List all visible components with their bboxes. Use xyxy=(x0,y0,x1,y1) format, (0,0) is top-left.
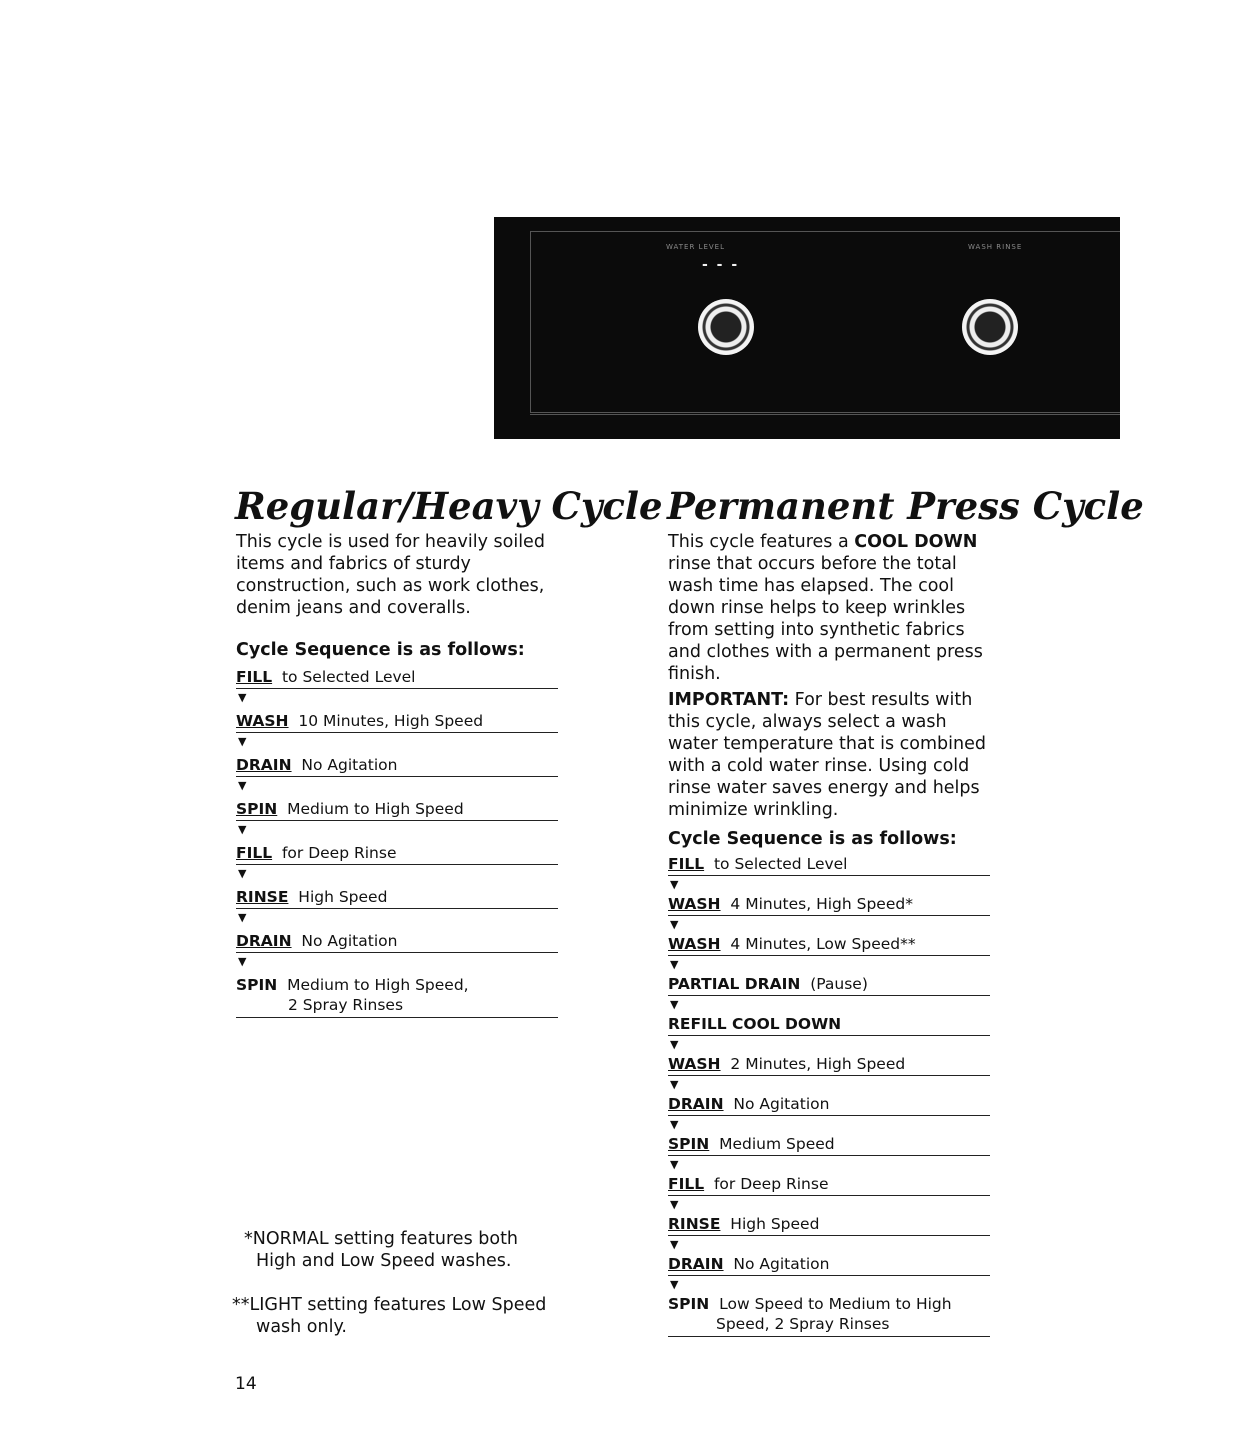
right-sequence-list xyxy=(668,854,990,1344)
right-step-1 xyxy=(668,854,990,894)
important-paragraph xyxy=(668,689,998,821)
down-arrow-icon: ▼ xyxy=(670,1078,679,1091)
step-rule xyxy=(236,776,558,777)
light-note-line2: wash only. xyxy=(256,1317,347,1337)
step-rule xyxy=(668,875,990,876)
step-keyword: DRAIN xyxy=(236,932,292,950)
important-text: For best results with this cycle, always select a wash water temperature that is combined with a cold water rinse. Using cold rinse water saves energy and helps minimize wrinkling. xyxy=(668,690,986,820)
right-sequence-heading: Cycle Sequence is as follows: xyxy=(668,829,957,849)
water-level-label: WATER LEVEL xyxy=(666,243,726,251)
step-keyword: REFILL COOL DOWN xyxy=(668,1015,842,1033)
normal-note-line1: *NORMAL setting features both xyxy=(244,1229,519,1249)
step-keyword: FILL xyxy=(668,855,705,873)
left-step-2 xyxy=(236,711,558,755)
down-arrow-icon: ▼ xyxy=(670,1238,679,1251)
down-arrow-icon: ▼ xyxy=(670,958,679,971)
down-arrow-icon: ▼ xyxy=(670,1278,679,1291)
intro-text: This cycle features a xyxy=(668,532,855,552)
down-arrow-icon: ▼ xyxy=(238,779,247,792)
step-detail: for Deep Rinse xyxy=(281,844,397,862)
down-arrow-icon: ▼ xyxy=(670,1198,679,1211)
normal-setting-note xyxy=(244,1228,518,1272)
step-rule xyxy=(236,864,558,865)
step-detail: for Deep Rinse xyxy=(713,1175,829,1193)
right-step-2 xyxy=(668,894,990,934)
step-keyword: RINSE xyxy=(236,888,289,906)
step-rule xyxy=(236,820,558,821)
panel-divider xyxy=(530,414,1120,415)
step-keyword: WASH xyxy=(668,895,721,913)
left-sequence-list xyxy=(236,667,558,1025)
permanent-press-intro xyxy=(668,531,998,685)
left-step-7 xyxy=(236,931,558,975)
right-step-3 xyxy=(668,934,990,974)
light-setting-note xyxy=(232,1294,546,1338)
step-rule xyxy=(668,1275,990,1276)
step-detail: Medium to High Speed, xyxy=(287,976,469,994)
down-arrow-icon: ▼ xyxy=(238,735,247,748)
down-arrow-icon: ▼ xyxy=(670,918,679,931)
down-arrow-icon: ▼ xyxy=(670,1158,679,1171)
step-rule xyxy=(668,1155,990,1156)
step-rule xyxy=(668,1115,990,1116)
right-step-8 xyxy=(668,1134,990,1174)
left-step-5 xyxy=(236,843,558,887)
step-keyword: SPIN xyxy=(236,976,278,994)
step-rule xyxy=(668,915,990,916)
left-step-1 xyxy=(236,667,558,711)
step-detail: No Agitation xyxy=(733,1255,830,1273)
step-detail: 10 Minutes, High Speed xyxy=(298,712,484,730)
down-arrow-icon: ▼ xyxy=(238,867,247,880)
permanent-press-title: Permanent Press Cycle xyxy=(667,484,1144,528)
step-rule xyxy=(668,1336,990,1337)
down-arrow-icon: ▼ xyxy=(238,955,247,968)
down-arrow-icon: ▼ xyxy=(670,1038,679,1051)
step-keyword: SPIN xyxy=(668,1135,710,1153)
step-detail: 4 Minutes, High Speed* xyxy=(730,895,913,913)
step-detail: No Agitation xyxy=(733,1095,830,1113)
panel-frame xyxy=(530,231,1120,413)
light-note-line1: **LIGHT setting features Low Speed xyxy=(232,1295,547,1315)
right-step-6 xyxy=(668,1054,990,1094)
down-arrow-icon: ▼ xyxy=(238,911,247,924)
step-detail: 2 Minutes, High Speed xyxy=(730,1055,906,1073)
water-level-dashes: - - - xyxy=(702,257,740,273)
step-rule xyxy=(236,688,558,689)
left-sequence-heading: Cycle Sequence is as follows: xyxy=(236,640,525,660)
step-rule xyxy=(236,952,558,953)
step-rule xyxy=(668,1235,990,1236)
step-keyword: PARTIAL DRAIN xyxy=(668,975,801,993)
left-step-4 xyxy=(236,799,558,843)
step-detail: Medium to High Speed xyxy=(287,800,464,818)
right-step-12 xyxy=(668,1294,990,1344)
step-keyword: WASH xyxy=(668,935,721,953)
control-panel-image xyxy=(494,217,1120,439)
step-detail: No Agitation xyxy=(301,932,398,950)
down-arrow-icon: ▼ xyxy=(238,691,247,704)
step-keyword: SPIN xyxy=(668,1295,710,1313)
cool-down-emphasis: COOL DOWN xyxy=(854,532,978,552)
step-rule xyxy=(668,1035,990,1036)
right-step-11 xyxy=(668,1254,990,1294)
right-step-4 xyxy=(668,974,990,1014)
step-keyword: DRAIN xyxy=(668,1255,724,1273)
water-level-knob[interactable] xyxy=(698,299,754,355)
step-detail: to Selected Level xyxy=(281,668,416,686)
step-rule xyxy=(668,1075,990,1076)
right-step-5 xyxy=(668,1014,990,1054)
step-detail-line2: Speed, 2 Spray Rinses xyxy=(716,1315,890,1333)
regular-heavy-title: Regular/Heavy Cycle xyxy=(235,484,663,528)
step-keyword: DRAIN xyxy=(668,1095,724,1113)
regular-heavy-intro: This cycle is used for heavily soiled items and fabrics of sturdy construction, such as work clothes, denim jeans and coveralls. xyxy=(236,532,545,618)
right-step-10 xyxy=(668,1214,990,1254)
step-detail: High Speed xyxy=(298,888,388,906)
wash-rinse-knob[interactable] xyxy=(962,299,1018,355)
step-detail: 4 Minutes, Low Speed** xyxy=(730,935,916,953)
step-detail: to Selected Level xyxy=(713,855,848,873)
important-label: IMPORTANT: xyxy=(668,690,790,710)
step-detail-line2: 2 Spray Rinses xyxy=(288,996,404,1014)
step-detail: No Agitation xyxy=(301,756,398,774)
step-detail: Medium Speed xyxy=(719,1135,835,1153)
normal-note-line2: High and Low Speed washes. xyxy=(256,1251,512,1271)
page-number: 14 xyxy=(235,1374,257,1394)
step-rule xyxy=(668,995,990,996)
step-detail: Low Speed to Medium to High xyxy=(719,1295,952,1313)
step-keyword: WASH xyxy=(668,1055,721,1073)
step-rule xyxy=(668,1195,990,1196)
step-keyword: RINSE xyxy=(668,1215,721,1233)
right-step-7 xyxy=(668,1094,990,1134)
step-rule xyxy=(236,1017,558,1018)
step-keyword: WASH xyxy=(236,712,289,730)
step-keyword: SPIN xyxy=(236,800,278,818)
down-arrow-icon: ▼ xyxy=(670,878,679,891)
left-step-6 xyxy=(236,887,558,931)
step-rule xyxy=(668,955,990,956)
wash-rinse-label: WASH RINSE xyxy=(968,243,1023,251)
step-detail: (Pause) xyxy=(810,975,868,993)
step-detail: High Speed xyxy=(730,1215,820,1233)
left-step-8 xyxy=(236,975,558,1025)
intro-text-continued: rinse that occurs before the total wash time has elapsed. The cool down rinse helps to keep wrinkles from setting into synthetic fabrics and clothes with a permanent press finish. xyxy=(668,554,983,684)
right-step-9 xyxy=(668,1174,990,1214)
step-rule xyxy=(236,732,558,733)
step-keyword: FILL xyxy=(236,668,273,686)
down-arrow-icon: ▼ xyxy=(670,998,679,1011)
step-keyword: FILL xyxy=(668,1175,705,1193)
step-rule xyxy=(236,908,558,909)
down-arrow-icon: ▼ xyxy=(238,823,247,836)
step-keyword: FILL xyxy=(236,844,273,862)
left-step-3 xyxy=(236,755,558,799)
down-arrow-icon: ▼ xyxy=(670,1118,679,1131)
step-keyword: DRAIN xyxy=(236,756,292,774)
